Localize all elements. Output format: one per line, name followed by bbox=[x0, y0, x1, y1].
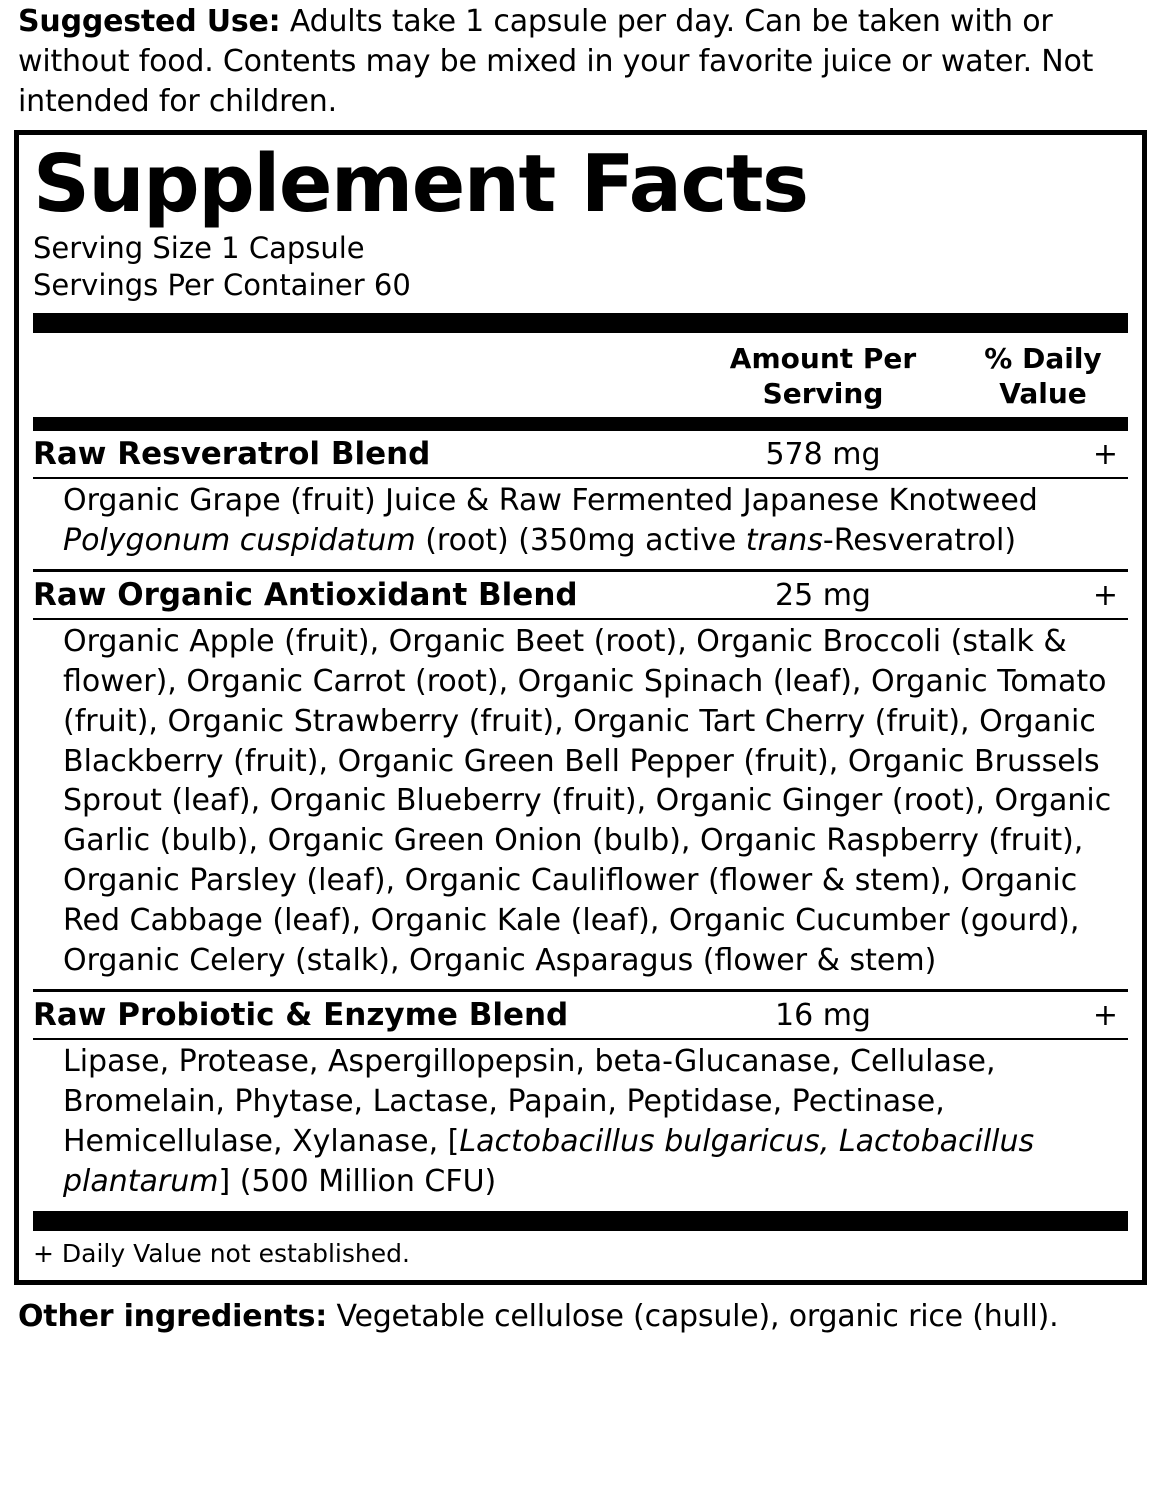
servings-per-container: Servings Per Container 60 bbox=[33, 268, 411, 303]
nutrient-description: Organic Apple (fruit), Organic Beet (root), Organic Broccoli (stalk & flower), Organic Carrot (root), Organic Spinach (leaf), Organic Tomato (fruit), Organic Strawberry (fruit), Organic Tart Cherry (fruit), Organic Blackberry (fruit), Organic Green Bell Pepper (fruit), Organic Brussels Sprout (leaf), Organic Blueberry (fruit), Organic Ginger (root), Organic Garlic (bulb), Organic Green Onion (bulb), Organic Raspberry (fruit), Organic Parsley (leaf), Organic Cauliflower (flower & stem), Organic Red Cabbage (leaf), Organic Kale (leaf), Organic Cucumber (gourd), Organic Celery (stalk), Organic Asparagus (flower & stem) bbox=[63, 623, 1112, 978]
other-ingredients-label: Other ingredients: bbox=[18, 1299, 328, 1335]
nutrient-amount: 16 mg bbox=[775, 997, 871, 1033]
divider-medium-header bbox=[33, 417, 1128, 431]
panel-title: Supplement Facts bbox=[33, 137, 808, 230]
nutrient-daily-value: + bbox=[1092, 577, 1118, 613]
daily-value-footnote: + Daily Value not established. bbox=[33, 1239, 410, 1269]
nutrient-daily-value: + bbox=[1092, 997, 1118, 1033]
table-row bbox=[33, 431, 1128, 477]
daily-value-header bbox=[958, 341, 1128, 411]
serving-info bbox=[33, 230, 1128, 311]
suggested-use-text bbox=[14, 0, 1147, 122]
divider-thick-bottom bbox=[33, 1211, 1128, 1231]
serving-size: Serving Size 1 Capsule bbox=[33, 230, 365, 265]
suggested-use-label: Suggested Use: bbox=[18, 4, 281, 39]
daily-value-line1: % Daily bbox=[984, 342, 1102, 376]
divider-thick-top bbox=[33, 313, 1128, 333]
column-headers bbox=[33, 333, 1128, 417]
nutrient-daily-value: + bbox=[1092, 437, 1118, 473]
nutrient-amount: 25 mg bbox=[775, 577, 871, 613]
nutrient-description: Organic Grape (fruit) Juice & Raw Fermented Japanese Knotweed Polygonum cuspidatum (root) (350mg active trans-Resveratrol) bbox=[63, 483, 1038, 558]
other-ingredients-text bbox=[14, 1285, 1147, 1336]
amount-per-serving-line1: Amount Per bbox=[729, 342, 917, 376]
table-row bbox=[33, 992, 1128, 1038]
nutrient-name: Raw Organic Antioxidant Blend bbox=[33, 576, 578, 613]
daily-value-line2: Value bbox=[999, 377, 1087, 411]
nutrient-name: Raw Resveratrol Blend bbox=[33, 436, 431, 473]
table-row bbox=[33, 572, 1128, 618]
supplement-facts-panel bbox=[14, 130, 1147, 1286]
nutrient-name: Raw Probiotic & Enzyme Blend bbox=[33, 996, 569, 1033]
other-ingredients-body: Vegetable cellulose (capsule), organic rice (hull). bbox=[327, 1299, 1059, 1335]
amount-per-serving-line2: Serving bbox=[762, 377, 884, 411]
amount-per-serving-header bbox=[688, 341, 958, 411]
suggested-use-body: Adults take 1 capsule per day. Can be taken with or without food. Contents may be mixed in your favorite juice or water. Not intended for children. bbox=[18, 4, 1094, 119]
nutrient-description: Lipase, Protease, Aspergillopepsin, beta-Glucanase, Cellulase, Bromelain, Phytase, Lactase, Papain, Peptidase, Pectinase, Hemicellulase, Xylanase, [Lactobacillus bulgaricus, Lactobacillus plantarum] (500 Million CFU) bbox=[63, 1043, 1035, 1199]
nutrient-amount: 578 mg bbox=[765, 437, 881, 473]
